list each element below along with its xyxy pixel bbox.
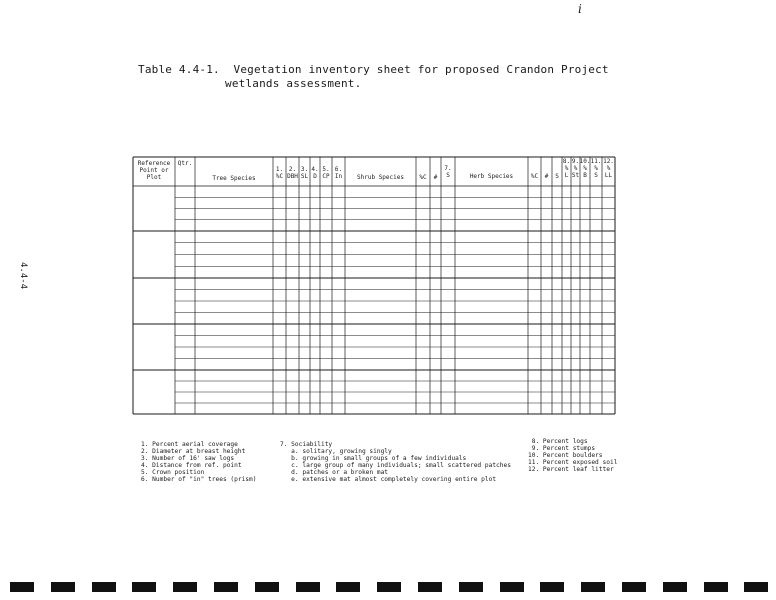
legend-middle-item: b. growing in small groups of a few individuals — [280, 455, 467, 462]
registration-mark — [10, 582, 34, 592]
header-col-8: % — [564, 165, 569, 172]
legend-left-item: 2. Diameter at breast height — [141, 448, 246, 455]
registration-mark — [336, 582, 360, 592]
registration-mark — [296, 582, 320, 592]
header-col-5: 5. — [322, 166, 330, 173]
legend-middle-item: c. large group of many individuals; small scattered patches — [280, 462, 511, 469]
header-col-11: 11. — [590, 158, 602, 165]
header-col-3: SL — [300, 173, 309, 180]
header-col-1: 1. — [275, 166, 284, 173]
header-col-1: %C — [275, 173, 284, 180]
header-herb-number: # — [544, 173, 549, 180]
header-reference-point: Reference — [137, 160, 171, 167]
header-col-5: CP — [322, 173, 330, 180]
legend-sociability — [280, 441, 511, 483]
header-col-12: LL — [604, 172, 613, 179]
registration-mark — [704, 582, 728, 592]
registration-mark — [459, 582, 483, 592]
legend-tree-measures — [141, 441, 256, 483]
legend-left-item: 4. Distance from ref. point — [141, 462, 242, 469]
legend-right-item: 8. Percent logs — [528, 438, 588, 445]
registration-mark — [744, 582, 768, 592]
table-title-line-1: Table 4.4-1. Vegetation inventory sheet for proposed Crandon Project — [138, 63, 609, 76]
page-number: 4.4-4 — [18, 262, 28, 290]
header-col-10: B — [583, 172, 587, 179]
legend-right-item: 9. Percent stumps — [528, 445, 596, 452]
header-col-8: 8. — [562, 158, 571, 165]
legend-ground-cover — [528, 438, 617, 473]
legend-left-item: 1. Percent aerial coverage — [141, 441, 238, 448]
legend-left-item: 6. Number of "in" trees (prism) — [141, 476, 257, 483]
registration-mark — [581, 582, 605, 592]
header-col-12: % — [606, 165, 611, 172]
header-col-7: S — [446, 172, 450, 179]
table-title-line-2: wetlands assessment. — [225, 77, 362, 90]
registration-mark — [173, 582, 197, 592]
header-reference-point: Plot — [146, 174, 162, 181]
header-herb-species: Herb Species — [469, 173, 514, 180]
header-col-9: % — [573, 165, 578, 172]
registration-mark — [132, 582, 156, 592]
registration-mark — [663, 582, 687, 592]
registration-mark — [214, 582, 238, 592]
header-col-11: % — [594, 165, 598, 172]
header-col-10: 10. — [579, 158, 591, 165]
header-col-8: L — [564, 172, 569, 179]
table-header-row — [138, 158, 614, 182]
header-col-2: DBH — [287, 173, 298, 180]
legend-right-item: 12. Percent leaf litter — [528, 466, 614, 473]
header-col-6: In — [334, 173, 343, 180]
corner-mark: i — [578, 2, 582, 16]
registration-mark — [377, 582, 401, 592]
header-col-3: 3. — [300, 166, 309, 173]
legend-right-item: 11. Percent exposed soil — [528, 459, 618, 466]
header-shrub-number: # — [433, 174, 438, 181]
header-shrub-percent-cover: %C — [419, 174, 427, 181]
table-grid — [133, 157, 615, 414]
registration-mark — [500, 582, 524, 592]
registration-mark — [255, 582, 279, 592]
header-col-7: 7. — [444, 165, 452, 172]
legend-middle-item: e. extensive mat almost completely covering entire plot — [280, 476, 497, 483]
header-col-4: 4. — [311, 166, 319, 173]
header-herb-sociability: S — [555, 173, 559, 180]
header-col-2: 2. — [288, 166, 297, 173]
header-col-6: 6. — [334, 166, 343, 173]
header-tree-species: Tree Species — [212, 175, 256, 182]
header-col-12: 12. — [603, 158, 614, 165]
footer-registration-marks — [0, 582, 776, 596]
header-col-4: D — [313, 173, 317, 180]
registration-mark — [51, 582, 75, 592]
legend-middle-item: d. patches or a broken mat — [280, 469, 389, 476]
legend-middle-item: 7. Sociability — [280, 441, 333, 448]
header-shrub-species: Shrub Species — [357, 174, 404, 181]
header-qtr: Qtr. — [177, 160, 193, 167]
header-col-10: % — [583, 165, 587, 172]
legend-left-item: 3. Number of 16' saw logs — [141, 455, 235, 462]
registration-mark — [540, 582, 564, 592]
header-col-9: 9. — [571, 158, 580, 165]
header-herb-percent-cover: %C — [530, 173, 539, 180]
header-col-11: S — [594, 172, 598, 179]
header-col-9: St — [571, 172, 580, 179]
registration-mark — [418, 582, 442, 592]
registration-mark — [92, 582, 116, 592]
registration-mark — [622, 582, 646, 592]
legend-left-item: 5. Crown position — [141, 469, 205, 476]
legend-right-item: 10. Percent boulders — [528, 452, 603, 459]
header-reference-point: Point or — [139, 167, 169, 174]
legend-middle-item: a. solitary, growing singly — [280, 448, 392, 455]
